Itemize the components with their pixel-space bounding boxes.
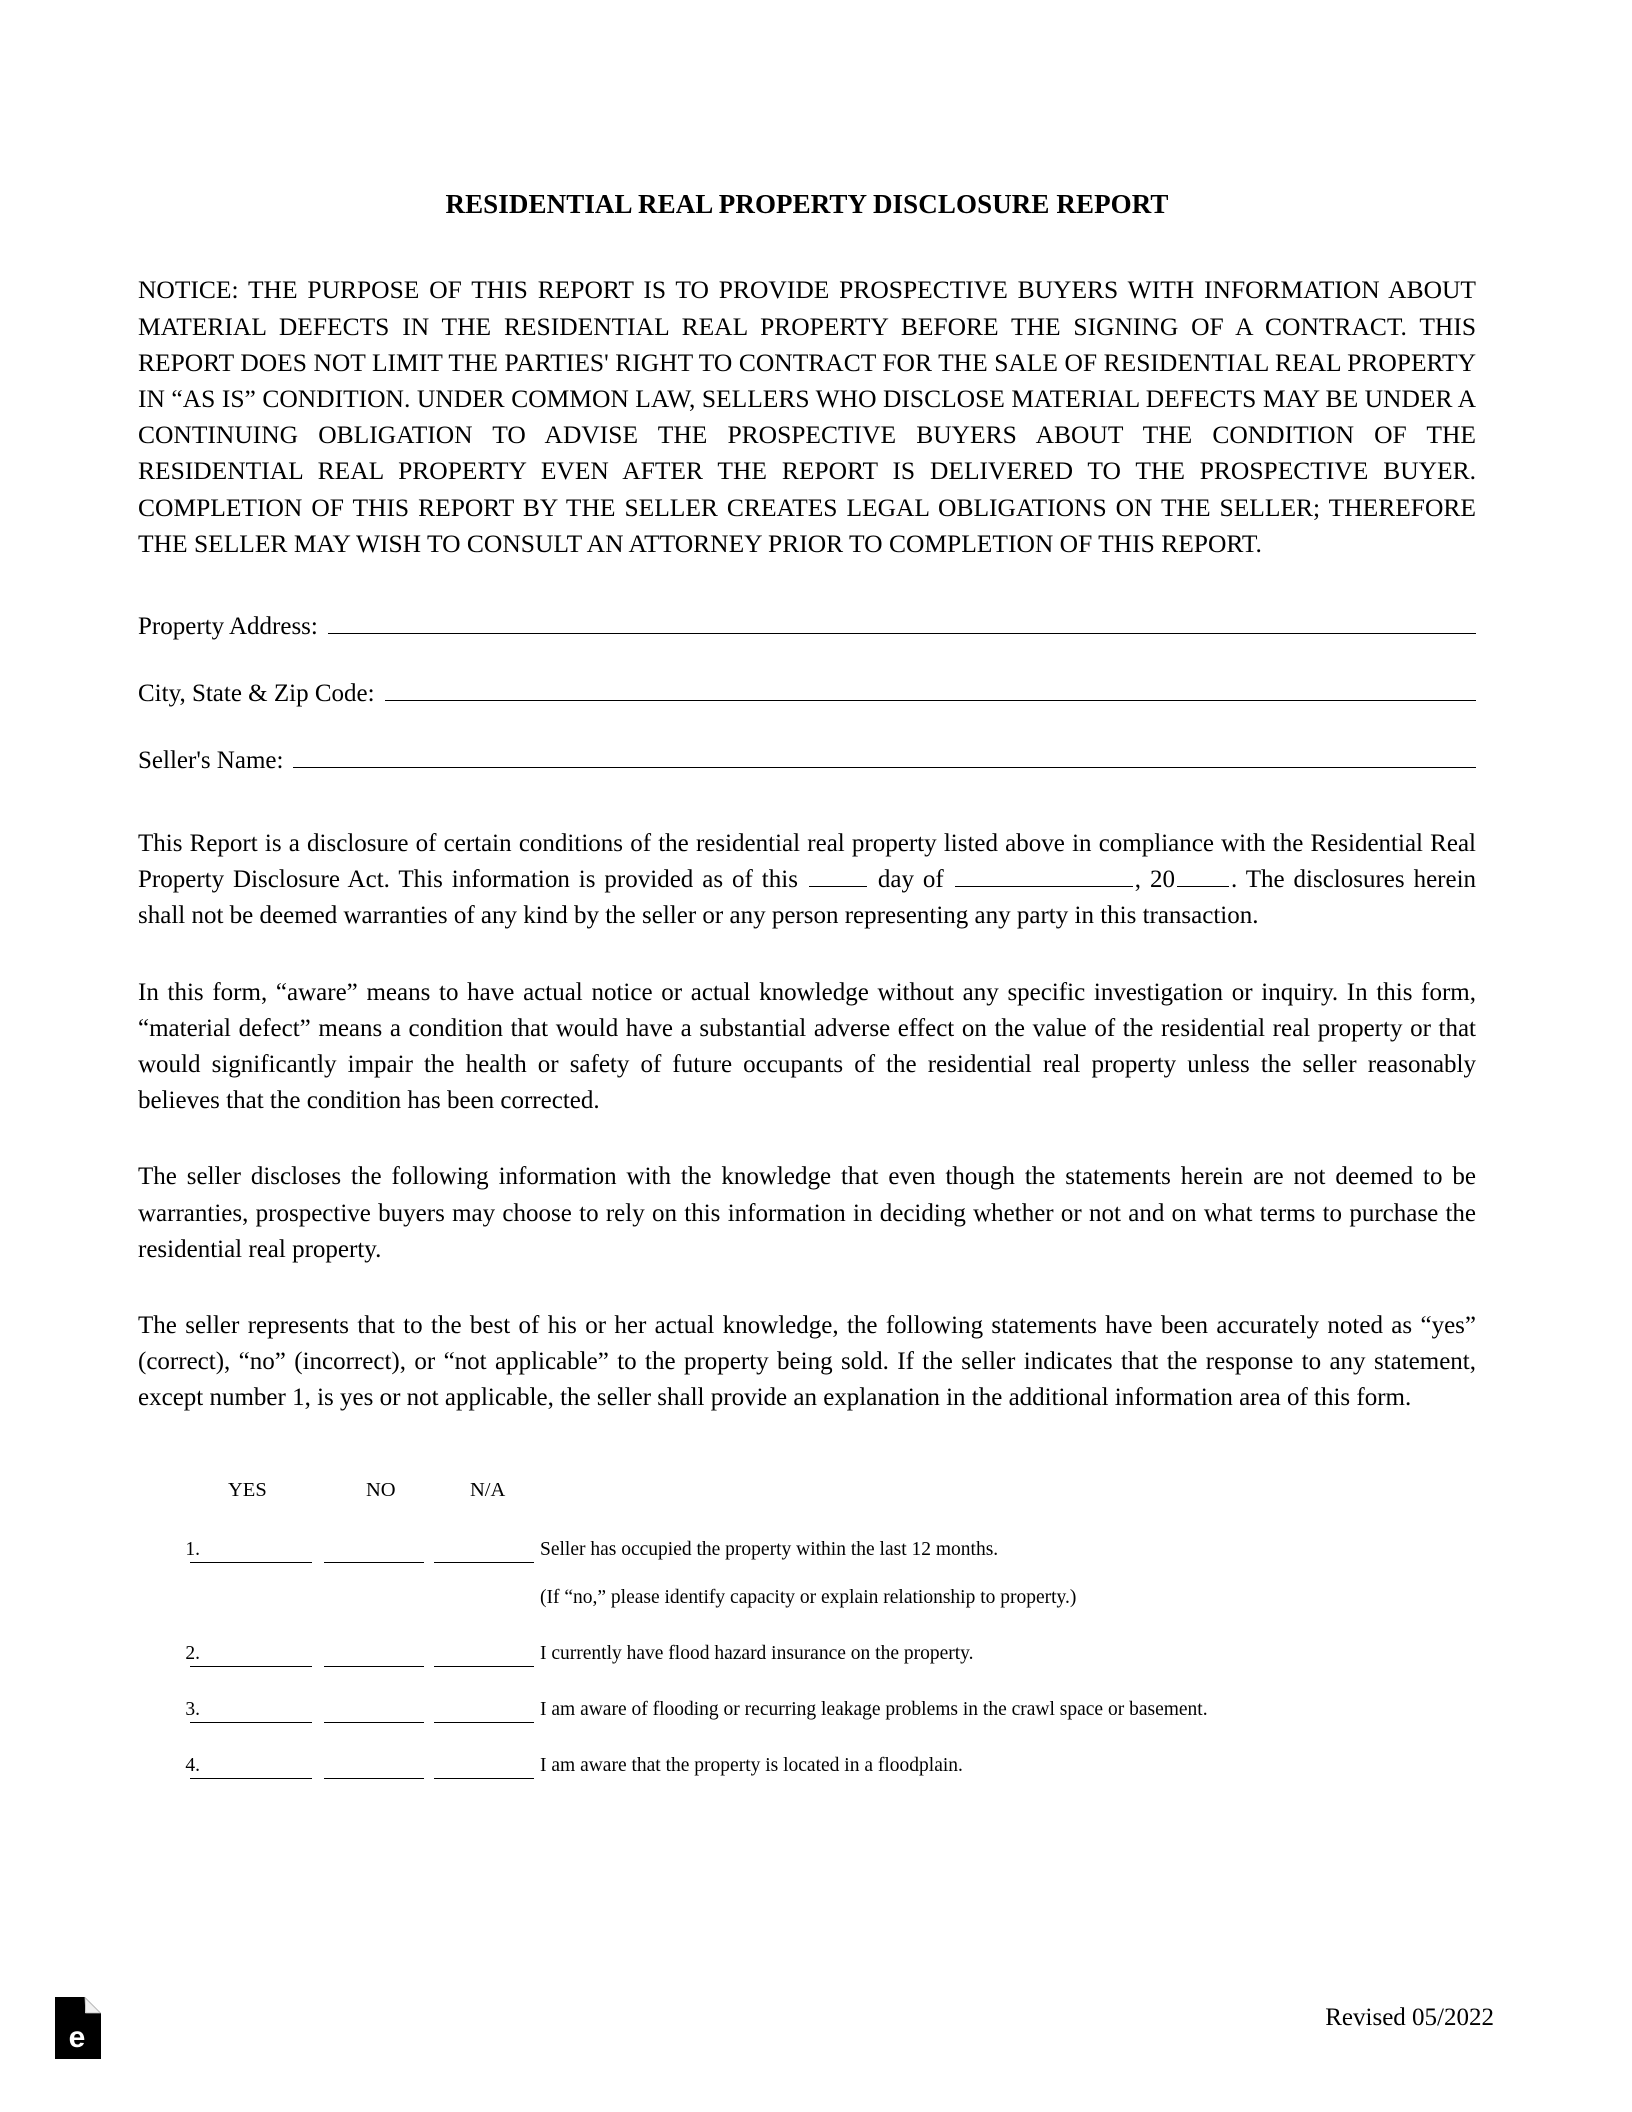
eforms-document-logo-icon	[55, 1997, 101, 2059]
disclosure-table	[138, 1479, 1476, 1785]
item-4-na-input[interactable]	[434, 1778, 534, 1779]
revision-date: Revised 05/2022	[1325, 2004, 1494, 2031]
table-row	[138, 1752, 1476, 1785]
item-3-yes-input[interactable]	[190, 1722, 312, 1723]
item-1-yes-input[interactable]	[190, 1562, 312, 1563]
item-1-statement: Seller has occupied the property within the last 12 months.	[540, 1538, 999, 1560]
item-number: 4.	[185, 1754, 200, 1776]
month-input[interactable]	[955, 867, 1133, 887]
item-3-no-input[interactable]	[324, 1722, 424, 1723]
property-address-label: Property Address:	[138, 613, 318, 641]
document-content	[138, 0, 1476, 1785]
table-row	[138, 1640, 1476, 1673]
city-state-zip-row	[138, 678, 1476, 709]
item-1-no-input[interactable]	[324, 1562, 424, 1563]
table-row	[138, 1536, 1476, 1569]
disclosure-act-paragraph	[138, 826, 1476, 935]
disclosure-act-text-part2: day of	[877, 866, 944, 894]
item-1-note-text: (If “no,” please identify capacity or explain relationship to property.)	[540, 1586, 1077, 1608]
column-header-yes: YES	[228, 1478, 267, 1501]
day-input[interactable]	[809, 867, 867, 887]
sellers-name-label: Seller's Name:	[138, 747, 284, 775]
sellers-name-row	[138, 745, 1476, 776]
item-4-yes-input[interactable]	[190, 1778, 312, 1779]
disclosure-act-text-part1: This Report is a disclosure of certain conditions of the residential real property listed above in compliance with the Residential Real Property Disclosure Act. This information is provided as of this	[138, 830, 1476, 894]
city-state-zip-input[interactable]	[385, 678, 1476, 701]
item-number: 3.	[185, 1698, 200, 1720]
disclosure-table-header	[138, 1479, 1476, 1513]
property-address-input[interactable]	[328, 611, 1476, 634]
disclosure-act-text-part4: . The disclosures herein shall not be deemed warranties of any kind by the seller or any person representing any party in this transaction.	[138, 866, 1477, 930]
item-1-note	[138, 1587, 1476, 1617]
column-header-na: N/A	[470, 1478, 506, 1501]
item-2-no-input[interactable]	[324, 1666, 424, 1667]
column-header-no: NO	[366, 1478, 396, 1501]
item-2-na-input[interactable]	[434, 1666, 534, 1667]
notice-paragraph: NOTICE: THE PURPOSE OF THIS REPORT IS TO PROVIDE PROSPECTIVE BUYERS WITH INFORMATION ABOUT MATERIAL DEFECTS IN THE RESIDENTIAL REAL PROPERTY BEFORE THE SIGNING OF A CONTRACT. THIS REPORT DOES NOT LIMIT THE PARTIES' RIGHT TO CONTRACT FOR THE SALE OF RESIDENTIAL REAL PROPERTY IN “AS IS” CONDITION. UNDER COMMON LAW, SELLERS WHO DISCLOSE MATERIAL DEFECTS MAY BE UNDER A CONTINUING OBLIGATION TO ADVISE THE PROSPECTIVE BUYERS ABOUT THE CONDITION OF THE RESIDENTIAL REAL PROPERTY EVEN AFTER THE REPORT IS DELIVERED TO THE PROSPECTIVE BUYER. COMPLETION OF THIS REPORT BY THE SELLER CREATES LEGAL OBLIGATIONS ON THE SELLER; THEREFORE THE SELLER MAY WISH TO CONSULT AN ATTORNEY PRIOR TO COMPLETION OF THIS REPORT.	[138, 275, 1476, 558]
item-4-no-input[interactable]	[324, 1778, 424, 1779]
seller-represents-paragraph: The seller represents that to the best of his or her actual knowledge, the following statements have been accurately noted as “yes” (correct), “no” (incorrect), or “not applicable” to the property being sold. If the seller indicates that the response to any statement, except number 1, is yes or not applicable, the seller shall provide an explanation in the additional information area of this form.	[138, 1312, 1476, 1412]
item-number: 1.	[185, 1538, 200, 1560]
property-address-row	[138, 611, 1476, 642]
seller-discloses-paragraph: The seller discloses the following information with the knowledge that even though the statements herein are not deemed to be warranties, prospective buyers may choose to rely on this information in deciding whether or not and on what terms to purchase the residential real property.	[138, 1163, 1476, 1263]
item-2-yes-input[interactable]	[190, 1666, 312, 1667]
city-state-zip-label: City, State & Zip Code:	[138, 680, 375, 708]
item-2-statement: I currently have flood hazard insurance on the property.	[540, 1642, 974, 1664]
svg-text:e: e	[68, 2021, 86, 2054]
year-input[interactable]	[1177, 867, 1229, 887]
disclosure-act-text-part3: , 20	[1134, 866, 1175, 894]
item-4-statement: I am aware that the property is located in a floodplain.	[540, 1754, 963, 1776]
definitions-paragraph: In this form, “aware” means to have actual notice or actual knowledge without any specific investigation or inquiry. In this form, “material defect” means a condition that would have a substantial adverse effect on the value of the residential real property or that would significantly impair the health or safety of future occupants of the residential real property unless the seller reasonably believes that the condition has been corrected.	[138, 978, 1476, 1115]
page-title: RESIDENTIAL REAL PROPERTY DISCLOSURE REPORT	[445, 189, 1169, 219]
sellers-name-input[interactable]	[293, 745, 1476, 768]
item-3-na-input[interactable]	[434, 1722, 534, 1723]
table-row	[138, 1696, 1476, 1729]
item-number: 2.	[185, 1642, 200, 1664]
item-3-statement: I am aware of flooding or recurring leakage problems in the crawl space or basement.	[540, 1698, 1208, 1720]
item-1-na-input[interactable]	[434, 1562, 534, 1563]
